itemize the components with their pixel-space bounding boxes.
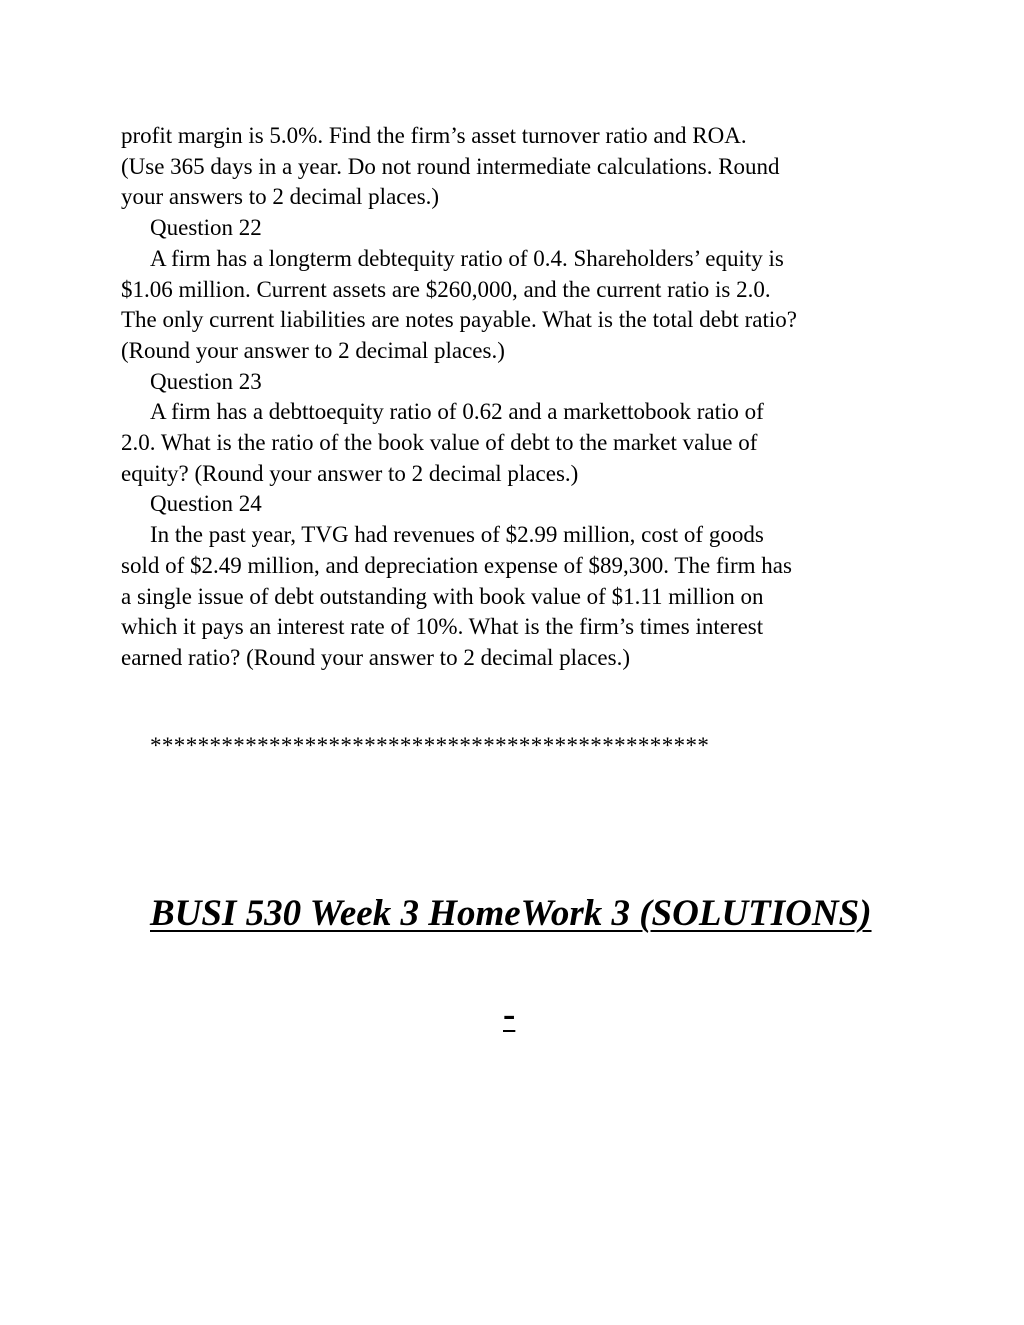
body-line: equity? (Round your answer to 2 decimal places.) (121, 460, 579, 486)
question-23-label: Question 23 (150, 368, 262, 394)
body-line: (Round your answer to 2 decimal places.) (121, 337, 505, 363)
body-line: earned ratio? (Round your answer to 2 decimal places.) (121, 644, 630, 670)
asterisk-separator: *********************************************** (150, 733, 710, 758)
body-line: sold of $2.49 million, and depreciation expense of $89,300. The firm has (121, 552, 792, 578)
body-line: The only current liabilities are notes payable. What is the total debt ratio? (121, 307, 797, 333)
solutions-heading-link[interactable]: BUSI 530 Week 3 HomeWork 3 (SOLUTIONS) (150, 893, 872, 934)
body-line: your answers to 2 decimal places.) (121, 184, 440, 210)
question-24-text: In the past year, TVG had revenues of $2.99 million, cost of goods (150, 522, 764, 548)
question-22-text: A firm has a longterm debtequity ratio of 0.4. Shareholders’ equity is (150, 245, 784, 271)
body-line: profit margin is 5.0%. Find the firm’s asset turnover ratio and ROA. (121, 123, 747, 148)
body-line: (Use 365 days in a year. Do not round intermediate calculations. Round (121, 153, 780, 179)
body-line: which it pays an interest rate of 10%. What is the firm’s times interest (121, 614, 764, 640)
question-24-label: Question 24 (150, 491, 262, 517)
body-line: a single issue of debt outstanding with book value of $1.11 million on (121, 583, 764, 609)
body-line: 2.0. What is the ratio of the book value of debt to the market value of (121, 430, 758, 456)
body-line: $1.06 million. Current assets are $260,000, and the current ratio is 2.0. (121, 276, 771, 302)
question-23-text: A firm has a debttoequity ratio of 0.62 and a markettobook ratio of (150, 399, 764, 425)
question-22-label: Question 22 (150, 215, 262, 241)
document-body (121, 121, 921, 674)
trailing-dash-link[interactable]: - (503, 994, 516, 1035)
